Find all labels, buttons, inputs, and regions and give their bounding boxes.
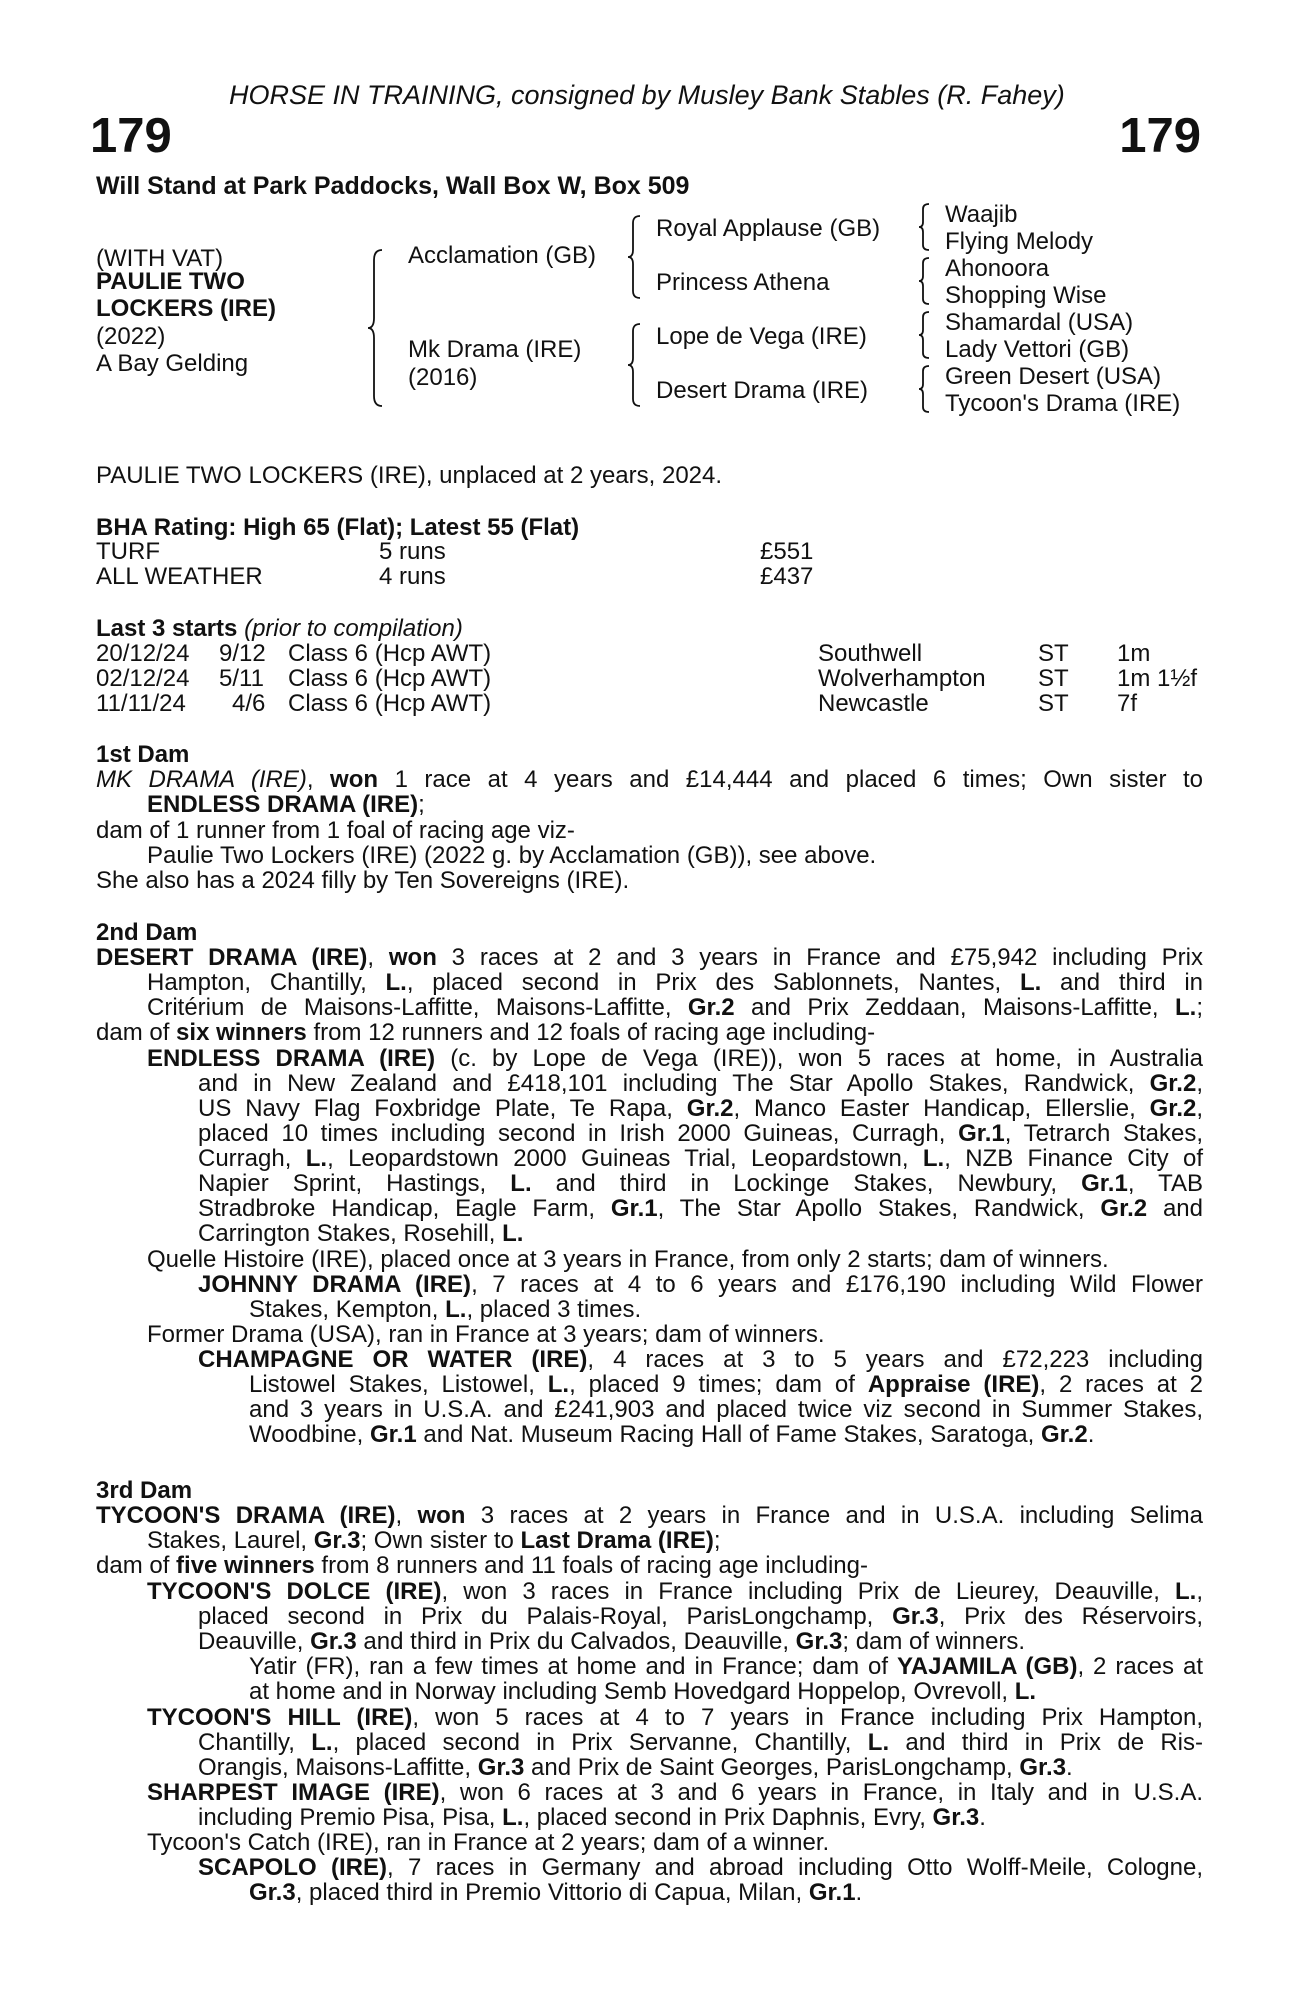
second-dam-section <box>96 919 1203 1459</box>
start-row-2-date: 02/12/24 <box>96 665 190 692</box>
sharpest-image-line1: SHARPEST IMAGE (IRE), won 6 races at 3 and 6 years in France, in Italy and in U.S.A. <box>147 1779 1203 1806</box>
start-row-1-course: Southwell <box>818 640 923 667</box>
pedigree-sire-dam: Princess Athena <box>656 269 830 296</box>
tycoons-catch-line: Tycoon's Catch (IRE), ran in France at 2 years; dam of a winner. <box>147 1829 830 1856</box>
start-row-3-dist: 7f <box>1117 690 1138 717</box>
endless-drama-line5: Curragh, L., Leopardstown 2000 Guineas Trial, Leopardstown, L., NZB Finance City of <box>198 1145 1203 1172</box>
former-drama-line: Former Drama (USA), ran in France at 3 years; dam of winners. <box>147 1321 825 1348</box>
pedigree-dam-dam: Desert Drama (IRE) <box>656 377 869 404</box>
start-row-1-surface: ST <box>1038 640 1069 667</box>
pedigree-ggp-8: Tycoon's Drama (IRE) <box>945 390 1181 417</box>
first-dam-line4: Paulie Two Lockers (IRE) (2022 g. by Acclamation (GB)), see above. <box>147 842 877 869</box>
first-dam-section <box>96 741 1203 901</box>
pedigree-ggp-1: Waajib <box>945 201 1018 228</box>
start-row-2-dist: 1m 1½f <box>1117 665 1198 692</box>
bha-rating: BHA Rating: High 65 (Flat); Latest 55 (Flat) <box>96 514 580 541</box>
aw-label: ALL WEATHER <box>96 563 263 590</box>
tycoons-hill-line3: Orangis, Maisons-Laffitte, Gr.3 and Prix de Saint Georges, ParisLongchamp, Gr.3. <box>198 1754 1073 1781</box>
pedigree-ggp-5: Shamardal (USA) <box>945 309 1134 336</box>
tycoons-dolce-line3: Deauville, Gr.3 and third in Prix du Calvados, Deauville, Gr.3; dam of winners. <box>198 1628 1026 1655</box>
first-dam-line1: MK DRAMA (IRE), won 1 race at 4 years and £14,444 and placed 6 times; Own sister to <box>96 766 1204 793</box>
tycoons-hill-line1: TYCOON'S HILL (IRE), won 5 races at 4 to 7 years in France including Prix Hampton, <box>147 1704 1203 1731</box>
endless-drama-line4: placed 10 times including second in Irish 2000 Guineas, Curragh, Gr.1, Tetrarch Stakes, <box>198 1120 1203 1147</box>
first-dam-title: 1st Dam <box>96 741 190 768</box>
pedigree-ggp-3: Ahonoora <box>945 255 1050 282</box>
aw-prize: £437 <box>760 563 814 590</box>
last-starts-title: Last 3 starts <box>96 615 238 642</box>
third-dam-title: 3rd Dam <box>96 1477 193 1504</box>
start-row-3-surface: ST <box>1038 690 1069 717</box>
last-starts-note: (prior to compilation) <box>244 615 463 642</box>
second-dam-title: 2nd Dam <box>96 919 198 946</box>
third-dam-p1: TYCOON'S DRAMA (IRE), won 3 races at 2 years in France and in U.S.A. including Selima <box>96 1502 1204 1529</box>
yatir-line1: Yatir (FR), ran a few times at home and in France; dam of YAJAMILA (GB), 2 races at <box>249 1653 1203 1680</box>
champagne-or-water-line1: CHAMPAGNE OR WATER (IRE), 4 races at 3 to 5 years and £72,223 including <box>198 1346 1204 1373</box>
pedigree-brace-g2 <box>917 256 933 306</box>
horse-name-line1: PAULIE TWO <box>96 268 245 295</box>
pedigree-brace-sire <box>626 214 644 300</box>
endless-drama-line8: Carrington Stakes, Rosehill, L. <box>198 1220 524 1247</box>
pedigree-ggp-6: Lady Vettori (GB) <box>945 336 1130 363</box>
start-row-3-date: 11/11/24 <box>96 690 186 717</box>
second-dam-p2: Hampton, Chantilly, L., placed second in Prix des Sablonnets, Nantes, L. and third in <box>147 969 1203 996</box>
start-row-1-race: Class 6 (Hcp AWT) <box>288 640 492 667</box>
pedigree-dam: Mk Drama (IRE) <box>408 336 582 363</box>
lot-number-right: 179 <box>1119 109 1201 163</box>
first-dam-line2: ENDLESS DRAMA (IRE); <box>147 791 425 818</box>
pedigree-ggp-2: Flying Melody <box>945 228 1094 255</box>
pedigree-brace-dam <box>626 322 644 408</box>
turf-prize: £551 <box>760 538 814 565</box>
second-dam-p4: dam of six winners from 12 runners and 12 foals of racing age including- <box>96 1019 876 1046</box>
start-row-1-dist: 1m <box>1117 640 1151 667</box>
start-row-2-pos: 5/11 <box>219 665 264 692</box>
second-dam-p1: DESERT DRAMA (IRE), won 3 races at 2 and 3 years in France and £75,942 including Prix <box>96 944 1204 971</box>
pedigree-sire: Acclamation (GB) <box>408 242 597 269</box>
horse-name-line2: LOCKERS (IRE) <box>96 295 276 322</box>
endless-drama-line7: Stradbroke Handicap, Eagle Farm, Gr.1, The Star Apollo Stakes, Randwick, Gr.2 and <box>198 1195 1203 1222</box>
scapolo-line2: Gr.3, placed third in Premio Vittorio di Capua, Milan, Gr.1. <box>249 1879 863 1906</box>
johnny-drama-line2: Stakes, Kempton, L., placed 3 times. <box>249 1296 642 1323</box>
tycoons-hill-line2: Chantilly, L., placed second in Prix Servanne, Chantilly, L. and third in Prix de Ris- <box>198 1729 1203 1756</box>
endless-drama-line1: ENDLESS DRAMA (IRE) (c. by Lope de Vega (IRE)), won 5 races at home, in Australia <box>147 1045 1203 1072</box>
first-dam-line5: She also has a 2024 filly by Ten Sovereigns (IRE). <box>96 867 630 894</box>
sharpest-image-line2: including Premio Pisa, Pisa, L., placed second in Prix Daphnis, Evry, Gr.3. <box>198 1804 986 1831</box>
first-dam-line3: dam of 1 runner from 1 foal of racing age viz- <box>96 817 575 844</box>
endless-drama-line2: and in New Zealand and £418,101 including The Star Apollo Stakes, Randwick, Gr.2, <box>198 1070 1203 1097</box>
pedigree-ggp-4: Shopping Wise <box>945 282 1107 309</box>
quelle-histoire-line: Quelle Histoire (IRE), placed once at 3 years in France, from only 2 starts; dam of winners. <box>147 1246 1109 1273</box>
start-row-2-surface: ST <box>1038 665 1069 692</box>
pedigree-ggp-7: Green Desert (USA) <box>945 363 1162 390</box>
start-row-3-course: Newcastle <box>818 690 929 717</box>
horse-description: A Bay Gelding <box>96 350 249 377</box>
start-row-2-race: Class 6 (Hcp AWT) <box>288 665 492 692</box>
pedigree-brace-g1 <box>917 202 933 252</box>
pedigree-brace-main <box>366 248 386 408</box>
start-row-1-pos: 9/12 <box>219 640 266 667</box>
aw-runs: 4 runs <box>379 563 446 590</box>
stand-location: Will Stand at Park Paddocks, Wall Box W, Box 509 <box>96 172 690 200</box>
third-dam-p2: Stakes, Laurel, Gr.3; Own sister to Last Drama (IRE); <box>147 1527 721 1554</box>
third-dam-section <box>96 1477 1203 1917</box>
pedigree-brace-g3 <box>917 310 933 360</box>
pedigree-sire-sire: Royal Applause (GB) <box>656 215 881 242</box>
race-summary: PAULIE TWO LOCKERS (IRE), unplaced at 2 years, 2024. <box>96 462 723 489</box>
start-row-3-pos: 4/6 <box>232 690 266 717</box>
champagne-or-water-line2: Listowel Stakes, Listowel, L., placed 9 times; dam of Appraise (IRE), 2 races at 2 <box>249 1371 1203 1398</box>
champagne-or-water-line3: and 3 years in U.S.A. and £241,903 and placed twice viz second in Summer Stakes, <box>249 1396 1203 1423</box>
champagne-or-water-line4: Woodbine, Gr.1 and Nat. Museum Racing Hall of Fame Stakes, Saratoga, Gr.2. <box>249 1421 1095 1448</box>
turf-label: TURF <box>96 538 160 565</box>
yatir-line2: at home and in Norway including Semb Hovedgard Hoppelop, Ovrevoll, L. <box>249 1678 1037 1705</box>
vat-label: (WITH VAT) <box>96 245 224 272</box>
last-starts-heading <box>96 615 463 643</box>
horse-year: (2022) <box>96 323 166 350</box>
johnny-drama-line1: JOHNNY DRAMA (IRE), 7 races at 4 to 6 years and £176,190 including Wild Flower <box>198 1271 1204 1298</box>
catalogue-header: HORSE IN TRAINING, consigned by Musley Bank Stables (R. Fahey) <box>229 80 1065 110</box>
tycoons-dolce-line1: TYCOON'S DOLCE (IRE), won 3 races in France including Prix de Lieurey, Deauville, L., <box>147 1578 1203 1605</box>
third-dam-p3: dam of five winners from 8 runners and 11 foals of racing age including- <box>96 1552 868 1579</box>
pedigree-dam-sire: Lope de Vega (IRE) <box>656 323 867 350</box>
pedigree-brace-g4 <box>917 364 933 414</box>
scapolo-line1: SCAPOLO (IRE), 7 races in Germany and abroad including Otto Wolff-Meile, Cologne, <box>198 1854 1204 1881</box>
pedigree-dam-year: (2016) <box>408 364 478 391</box>
endless-drama-line3: US Navy Flag Foxbridge Plate, Te Rapa, Gr.2, Manco Easter Handicap, Ellerslie, Gr.2, <box>198 1095 1204 1122</box>
second-dam-p3: Critérium de Maisons-Laffitte, Maisons-Laffitte, Gr.2 and Prix Zeddaan, Maisons-Laffitte, L.; <box>147 994 1203 1021</box>
tycoons-dolce-line2: placed second in Prix du Palais-Royal, ParisLongchamp, Gr.3, Prix des Réservoirs, <box>198 1603 1203 1630</box>
start-row-2-course: Wolverhampton <box>818 665 986 692</box>
start-row-1-date: 20/12/24 <box>96 640 190 667</box>
lot-number-left: 179 <box>90 109 172 163</box>
endless-drama-line6: Napier Sprint, Hastings, L. and third in Lockinge Stakes, Newbury, Gr.1, TAB <box>198 1170 1204 1197</box>
turf-runs: 5 runs <box>379 538 446 565</box>
start-row-3-race: Class 6 (Hcp AWT) <box>288 690 492 717</box>
